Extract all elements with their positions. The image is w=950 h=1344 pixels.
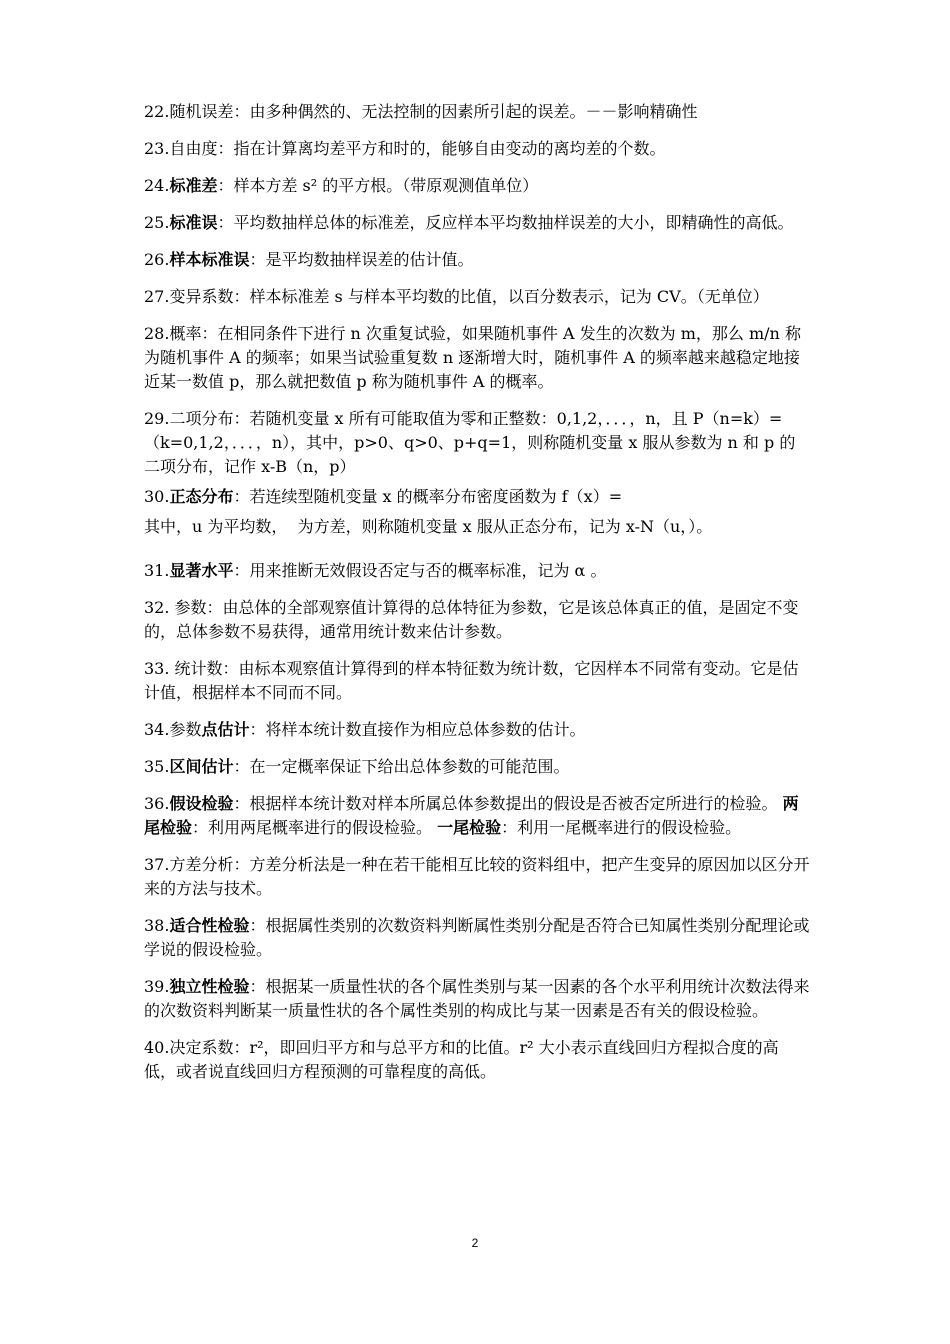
definition-paragraph	[144, 1036, 810, 1084]
bold-term: 样本标准误	[169, 250, 250, 269]
paragraph-text: 其中，u 为平均数， 为方差，则称随机变量 x 服从正态分布，记为 x-N（u，）。	[144, 517, 713, 536]
definition-paragraph	[144, 755, 810, 779]
bold-term: 标准差	[169, 176, 218, 195]
paragraph-text: ：将样本统计数直接作为相应总体参数的估计。	[249, 720, 586, 739]
definition-paragraph	[144, 137, 810, 161]
paragraph-text: 30.	[144, 487, 170, 506]
bold-term: 两尾检验	[144, 794, 799, 837]
definition-paragraph	[144, 914, 810, 962]
paragraph-text: 39.	[144, 977, 170, 996]
bold-term: 一尾检验	[437, 818, 502, 837]
definition-paragraph	[144, 285, 810, 309]
paragraph-text: 23.自由度：指在计算离均差平方和时的，能够自由变动的离均差的个数。	[144, 139, 666, 158]
paragraph-text: 24.	[144, 176, 170, 195]
paragraph-text: 27.变异系数：样本标准差 s 与样本平均数的比值，以百分数表示，记为 CV。（无单位）	[144, 287, 769, 306]
bold-term: 标准误	[169, 213, 218, 232]
bold-term: 区间估计	[169, 757, 234, 776]
paragraph-text: ：根据样本统计数对样本所属总体参数提出的假设是否被否定所进行的检验。	[233, 794, 783, 813]
definition-paragraph	[144, 657, 810, 705]
paragraph-text: 29.二项分布：若随机变量 x 所有可能取值为零和正整数：0,1,2，．．．，n，且 P（n=k）= （k=0,1,2，．．．，n），其中，p>0、q>0、p+q=1，则称随机变量 x 服从参数为 n 和 p 的二项分布，记作 x-B（n，p）	[144, 409, 859, 476]
bold-term: 点估计	[201, 720, 250, 739]
paragraph-text: 26.	[144, 250, 170, 269]
definition-paragraph	[144, 248, 810, 272]
definition-paragraph	[144, 322, 810, 394]
definition-paragraph	[144, 792, 810, 840]
paragraph-text: 31.	[144, 561, 170, 580]
definition-paragraph	[144, 211, 810, 235]
definition-paragraph	[144, 485, 810, 509]
paragraph-text: ：利用一尾概率进行的假设检验。	[501, 818, 742, 837]
paragraph-text: ：用来推断无效假设否定与否的概率标准，记为 α 。	[233, 561, 607, 580]
definition-paragraph	[144, 515, 810, 539]
paragraph-text: 32. 参数：由总体的全部观察值计算得的总体特征为参数，它是该总体真正的值，是固定不变的，总体参数不易获得，通常用统计数来估计参数。	[144, 598, 799, 641]
definition-paragraph	[144, 975, 810, 1023]
definition-paragraph	[144, 596, 810, 644]
paragraph-text: 36.	[144, 794, 170, 813]
paragraph-text: ：若连续型随机变量 x 的概率分布密度函数为 f（x）=	[233, 487, 623, 506]
bold-term: 独立性检验	[169, 977, 250, 996]
paragraph-text: 25.	[144, 213, 170, 232]
bold-term: 假设检验	[169, 794, 234, 813]
paragraph-text: ：样本方差 s² 的平方根。（带原观测值单位）	[217, 176, 539, 195]
paragraph-text: 28.概率：在相同条件下进行 n 次重复试验，如果随机事件 A 发生的次数为 m，那么 m/n 称为随机事件 A 的频率；如果当试验重复数 n 逐渐增大时，随机事件 A 的频率越来越稳定地接近某一数值 p，那么就把数值 p 称为随机事件 A 的概率。	[144, 324, 801, 391]
paragraph-text: ：根据属性类别的次数资料判断属性类别分配是否符合已知属性类别分配理论或学说的假设检验。	[144, 916, 810, 959]
definition-paragraph	[144, 559, 810, 583]
paragraph-text: ：在一定概率保证下给出总体参数的可能范围。	[233, 757, 570, 776]
paragraph-text: 40.决定系数：r²，即回归平方和与总平方和的比值。r² 大小表示直线回归方程拟合度的高低，或者说直线回归方程预测的可靠程度的高低。	[144, 1038, 779, 1081]
paragraph-text: ：是平均数抽样误差的估计值。	[249, 250, 474, 269]
bold-term: 正态分布	[169, 487, 234, 506]
paragraph-text: 22.随机误差：由多种偶然的、无法控制的因素所引起的误差。－－影响精确性	[144, 102, 698, 121]
definition-paragraph	[144, 853, 810, 901]
paragraph-text: ：平均数抽样总体的标准差，反应样本平均数抽样误差的大小，即精确性的高低。	[217, 213, 794, 232]
paragraph-text: ：根据某一质量性状的各个属性类别与某一因素的各个水平利用统计次数法得来的次数资料判断某一质量性状的各个属性类别的构成比与某一因素是否有关的假设检验。	[144, 977, 810, 1020]
paragraph-text: 38.	[144, 916, 170, 935]
definition-paragraph	[144, 174, 810, 198]
bold-term: 显著水平	[169, 561, 234, 580]
paragraph-text: 37.方差分析：方差分析法是一种在若干能相互比较的资料组中，把产生变异的原因加以区分开来的方法与技术。	[144, 855, 810, 898]
definition-paragraph	[144, 100, 810, 124]
definition-paragraph	[144, 718, 810, 742]
bold-term: 适合性检验	[169, 916, 250, 935]
page-number: 2	[471, 1236, 479, 1250]
paragraph-text: 33. 统计数：由标本观察值计算得到的样本特征数为统计数，它因样本不同常有变动。它是估计值，根据样本不同而不同。	[144, 659, 799, 702]
paragraph-text: 35.	[144, 757, 170, 776]
paragraph-text: 34.参数	[144, 720, 202, 739]
paragraph-text: ：利用两尾概率进行的假设检验。	[192, 818, 438, 837]
definition-paragraph	[144, 407, 859, 479]
document-body	[144, 100, 859, 1097]
